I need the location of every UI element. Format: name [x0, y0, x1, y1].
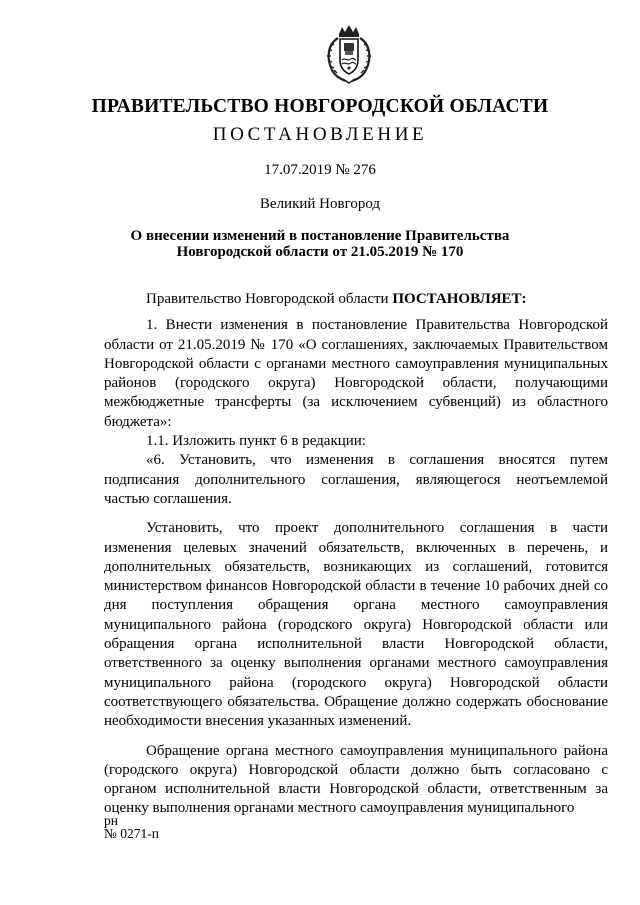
body-paragraph-3: «6. Установить, что изменения в соглашения вносятся путем подписания дополнительного соглашения, являющегося неотъемлемой частью соглашения.	[104, 452, 608, 507]
document-type: ПОСТАНОВЛЕНИЕ	[212, 124, 428, 145]
org-title: ПРАВИТЕЛЬСТВО НОВГОРОДСКОЙ ОБЛАСТИ	[91, 96, 549, 117]
body-paragraph-1: 1. Внести изменения в постановление Правительства Новгородской области от 21.05.2019 № 170 «О соглашениях, заключаемых Правительством Новгородской области с органами местного самоуправления муниципальных районов (городского округа) Новгородской области, получающими межбюджетные трансферты (за исключением субвенций) из областного бюджета»:	[104, 317, 608, 430]
coat-of-arms-icon	[324, 24, 374, 84]
subject-line-2: Новгородской области от 21.05.2019 № 170	[176, 244, 464, 260]
document-place: Великий Новгород	[259, 196, 381, 212]
document-code	[104, 814, 159, 840]
body-paragraph-5: Обращение органа местного самоуправления муниципального района (городского округа) Новгородской области должно быть согласовано с органом исполнительной власти Новгородской области, ответственным за оценку выполнения органами местного самоуправления муниципального	[104, 742, 608, 817]
code-line-1: рн	[104, 813, 118, 828]
code-line-2: № 0271-п	[104, 826, 159, 841]
subject-line-1: О внесении изменений в постановление Правительства	[130, 228, 510, 244]
document-subject	[0, 228, 640, 260]
document-date-number: 17.07.2019 № 276	[264, 162, 376, 178]
intro-paragraph	[104, 290, 608, 309]
body-paragraph-2: 1.1. Изложить пункт 6 в редакции:	[146, 433, 366, 450]
body-paragraph-4: Установить, что проект дополнительного соглашения в части изменения целевых значений обязательств, включенных в перечень, и дополнительных обязательств, возникающих из соглашений, готовится министерством финансов Новгородской области в течение 10 рабочих дней со дня поступления обращения органа местного самоуправления муниципального района (городского округа) Новгородской области или обращения органа исполнительной власти Новгородской области, ответственного за оценку выполнения органами местного самоуправления муниципального района (городского округа) Новгородской области соответствующего обязательства. Обращение должно содержать обоснование необходимости внесения указанных изменений.	[104, 520, 608, 730]
document-body	[104, 290, 608, 819]
intro-text: Правительство Новгородской области	[146, 291, 393, 307]
intro-bold: ПОСТАНОВЛЯЕТ:	[392, 291, 527, 307]
